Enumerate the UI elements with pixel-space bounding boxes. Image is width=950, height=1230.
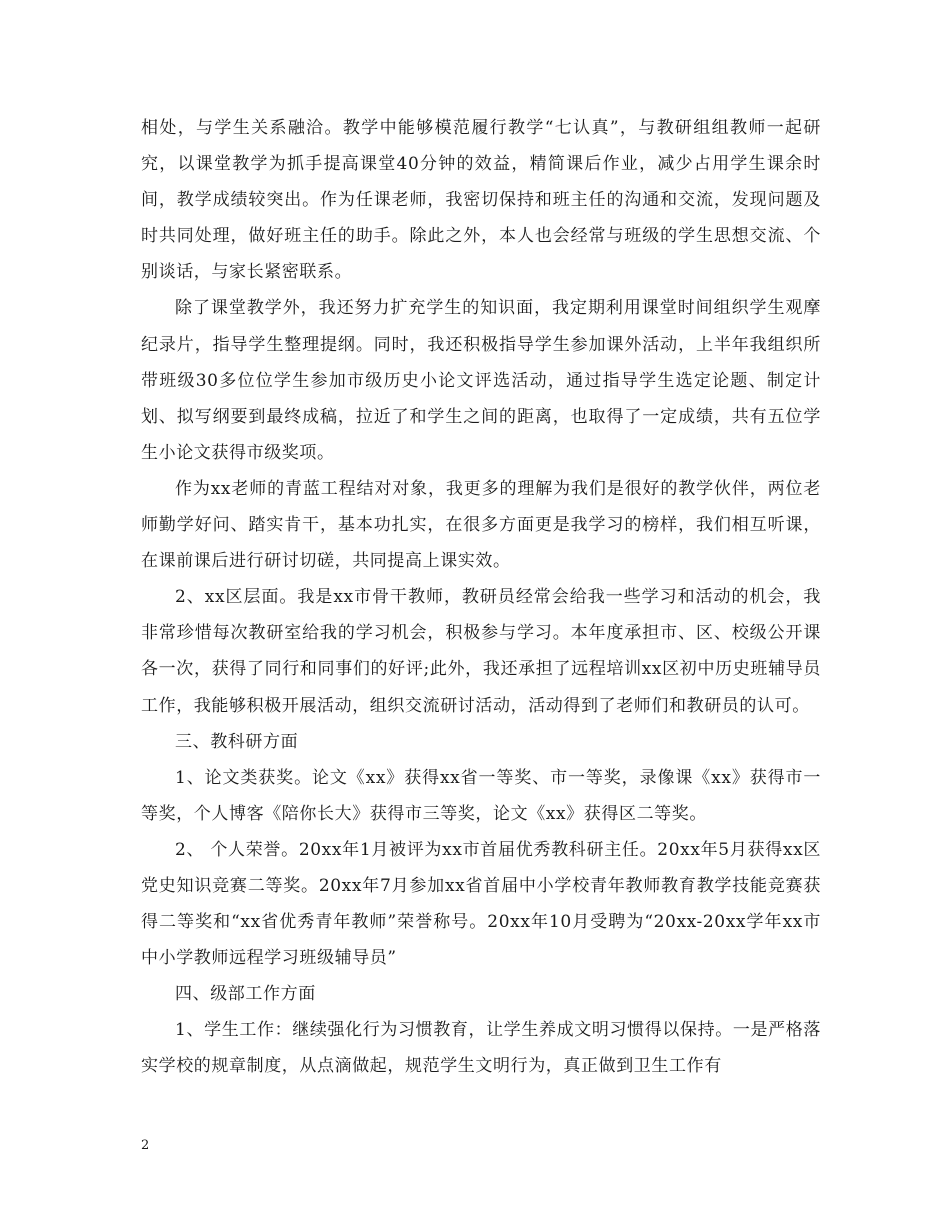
page-number: 2 [141, 1138, 150, 1153]
paragraph-4: 2、xx区层面。我是xx市骨干教师，教研员经常会给我一些学习和活动的机会，我非常珍惜每次教研室给我的学习机会，积极参与学习。本年度承担市、区、校级公开课各一次，获得了同行和同事们的好评;此外，我还承担了远程培训xx区初中历史班辅导员工作，我能够积极开展活动，组织交流研讨活动，活动得到了老师们和教研员的认可。 [141, 587, 821, 716]
paragraph-honors: 2、 个人荣誉。20xx年1月被评为xx市首届优秀教科研主任。20xx年5月获得xx区党史知识竞赛二等奖。20xx年7月参加xx省首届中小学校青年教师教育教学技能竞赛获得二等奖和“xx省优秀青年教师”荣誉称号。20xx年10月受聘为“20xx-20xx学年xx市中小学教师远程学习班级辅导员” [141, 839, 821, 969]
paragraph-2: 除了课堂教学外，我还努力扩充学生的知识面，我定期利用课堂时间组织学生观摩纪录片，指导学生整理提纲。同时，我还积极指导学生参加课外活动，上半年我组织所带班级30多位位学生参加市级历史小论文评选活动，通过指导学生选定论题、制定计划、拟写纲要到最终成稿，拉近了和学生之间的距离，也取得了一定成绩，共有五位学生小论文获得市级奖项。 [141, 298, 821, 463]
document-body [141, 110, 821, 1085]
paragraph-student-work: 1、学生工作：继续强化行为习惯教育，让学生养成文明习惯得以保持。一是严格落实学校的规章制度，从点滴做起，规范学生文明行为，真正做到卫生工作有 [141, 1020, 821, 1077]
paragraph-3: 作为xx老师的青蓝工程结对对象，我更多的理解为我们是很好的教学伙伴，两位老师勤学好问、踏实肯干，基本功扎实，在很多方面更是我学习的榜样，我们相互听课，在课前课后进行研讨切磋，共同提高上课实效。 [141, 478, 821, 572]
paragraph-awards: 1、论文类获奖。论文《xx》获得xx省一等奖、市一等奖，录像课《xx》获得市一等奖，个人博客《陪你长大》获得市三等奖，论文《xx》获得区二等奖。 [141, 767, 821, 824]
paragraph-1: 相处，与学生关系融洽。教学中能够模范履行教学“七认真”，与教研组组教师一起研究，以课堂教学为抓手提高课堂40分钟的效益，精简课后作业，减少占用学生课余时间，教学成绩较突出。作为任课老师，我密切保持和班主任的沟通和交流，发现问题及时共同处理，做好班主任的助手。除此之外，本人也会经常与班级的学生思想交流、个别谈话，与家长紧密联系。 [141, 118, 821, 283]
section-heading-grade-work: 四、级部工作方面 [175, 984, 316, 1005]
section-heading-research: 三、教科研方面 [175, 731, 299, 752]
